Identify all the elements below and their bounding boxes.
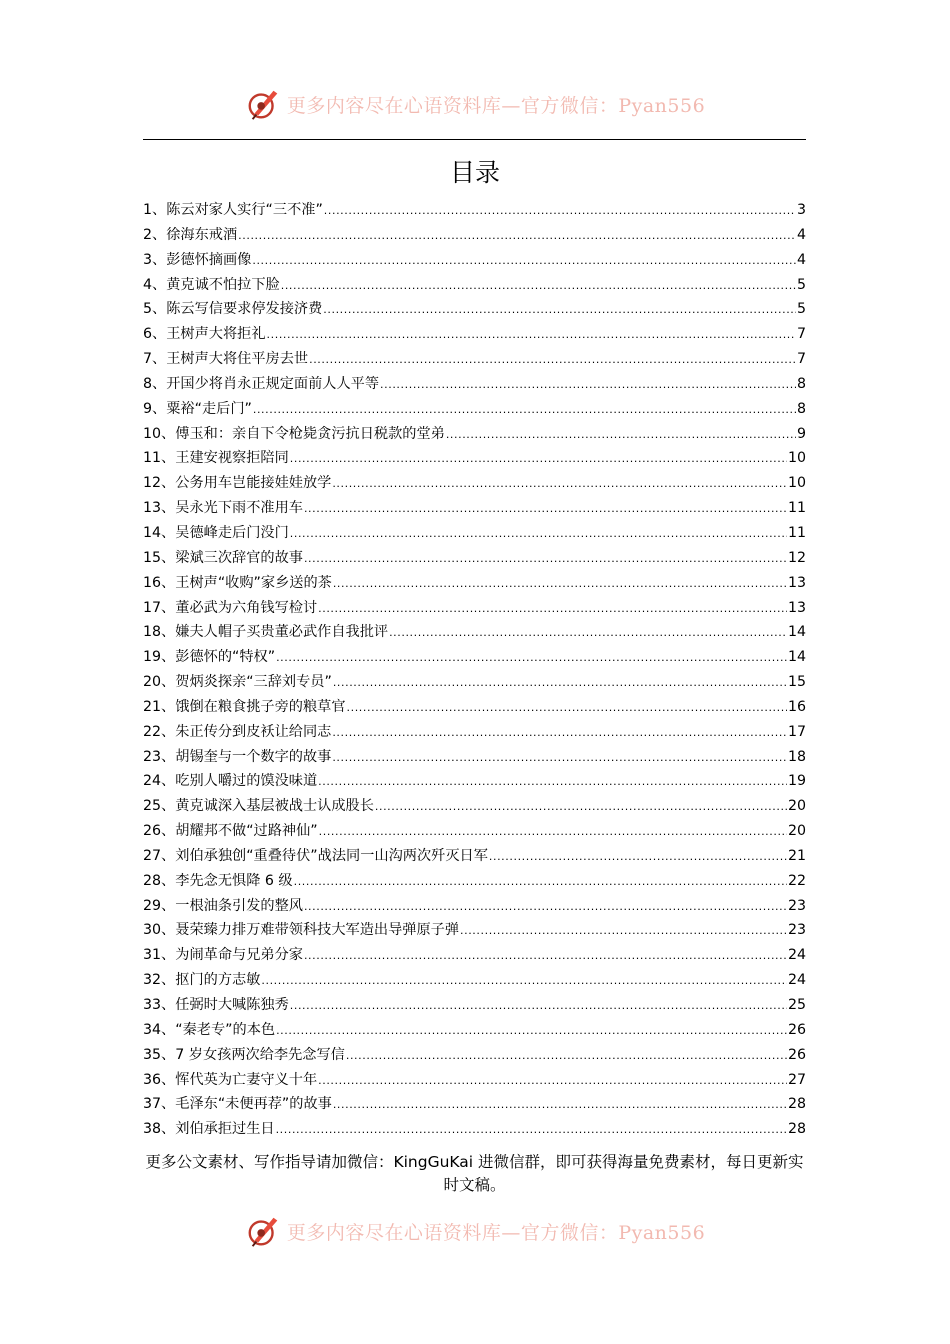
watermark-text: 更多内容尽在心语资料库—官方微信：Pyan556	[286, 1221, 706, 1244]
toc-dot-leader	[346, 1044, 787, 1069]
toc-entry-title: 朱正传分到皮袄让给同志	[175, 723, 332, 740]
toc-entry-number: 4、	[143, 276, 167, 293]
toc-entry-page: 24	[787, 947, 806, 964]
toc-entry-title: 陈云写信要求停发接济费	[166, 301, 323, 318]
footer-note: 更多公文素材、写作指导请加微信：KingGuKai 进微信群，即可获得海量免费素材，每日更新实时文稿。	[145, 1153, 804, 1194]
toc-entry[interactable]	[143, 422, 806, 447]
toc-entry-number: 22、	[143, 723, 176, 740]
toc-entry[interactable]	[143, 223, 806, 248]
toc-entry[interactable]	[143, 769, 806, 794]
toc-entry-number: 19、	[143, 649, 176, 666]
toc-entry-number: 38、	[143, 1121, 176, 1138]
toc-entry[interactable]	[143, 322, 806, 347]
toc-dot-leader	[324, 199, 796, 224]
toc-entry-page: 11	[787, 524, 806, 541]
toc-entry[interactable]	[143, 521, 806, 546]
toc-entry-page: 17	[787, 723, 806, 740]
toc-entry-title: 彭德怀摘画像	[166, 251, 252, 268]
toc-entry-number: 7、	[143, 351, 167, 368]
toc-entry-number: 27、	[143, 847, 176, 864]
toc-entry-title: 黄克诚不怕拉下脸	[166, 276, 280, 293]
toc-entry-title: 黄克诚深入基层被战士认成股长	[175, 798, 374, 815]
toc-entry-title: 饿倒在粮食挑子旁的粮草官	[175, 698, 346, 715]
toc-entry[interactable]	[143, 273, 806, 298]
toc-entry-number: 16、	[143, 574, 176, 591]
toc-dot-leader	[304, 944, 787, 969]
toc-dot-leader	[281, 274, 796, 299]
toc-dot-leader	[253, 398, 796, 423]
toc-entry-title: 董必武为六角钱写检讨	[175, 599, 318, 616]
toc-dot-leader	[333, 1093, 787, 1118]
toc-entry[interactable]	[143, 596, 806, 621]
toc-entry-title: 嫌夫人帽子买贵董必武作自我批评	[175, 624, 389, 641]
toc-entry-title: 聂荣臻力排万难带领科技大军造出导弹原子弹	[175, 922, 460, 939]
toc-entry-page: 10	[787, 450, 806, 467]
toc-entry-title: 陈云对家人实行“三不准”	[166, 202, 323, 218]
toc-entry-number: 9、	[143, 400, 167, 417]
toc-dot-leader	[267, 323, 796, 348]
toc-dot-leader	[276, 1118, 787, 1143]
toc-entry-number: 18、	[143, 624, 176, 641]
toc-entry-page: 16	[787, 698, 806, 715]
toc-entry-page: 25	[787, 997, 806, 1013]
toc-entry-page: 5	[796, 301, 806, 318]
toc-dot-leader	[261, 969, 787, 994]
toc-entry[interactable]	[143, 620, 806, 645]
toc-entry[interactable]	[143, 844, 806, 869]
quill-logo-icon	[245, 85, 283, 123]
toc-entry-page: 8	[796, 375, 806, 392]
toc-entry-page: 13	[787, 599, 806, 616]
toc-dot-leader	[304, 895, 787, 920]
toc-entry-number: 3、	[143, 251, 167, 268]
toc-entry-title: 刘伯承拒过生日	[175, 1121, 275, 1138]
quill-logo-icon	[245, 1212, 283, 1250]
toc-dot-leader	[318, 597, 787, 622]
toc-dot-leader	[309, 348, 796, 373]
toc-dot-leader	[460, 919, 787, 944]
toc-entry-title: 刘伯承独创“重叠待伏”战法同一山沟两次歼灭日军	[175, 847, 488, 864]
toc-entry-page: 10	[787, 475, 806, 492]
toc-entry-title: 王树声大将拒礼	[166, 326, 266, 343]
toc-entry-number: 36、	[143, 1071, 176, 1088]
toc-entry-title: 吴永光下雨不准用车	[175, 500, 303, 517]
footer-watermark	[0, 1211, 950, 1251]
toc-entry-number: 25、	[143, 798, 176, 815]
toc-entry-page: 7	[796, 351, 806, 368]
toc-dot-leader	[347, 696, 787, 721]
toc-entry-number: 31、	[143, 947, 176, 964]
toc-entry-number: 35、	[143, 1046, 176, 1063]
toc-dot-leader	[380, 373, 796, 398]
toc-entry-number: 17、	[143, 599, 176, 616]
toc-entry-number: 24、	[143, 773, 176, 790]
toc-dot-leader	[290, 447, 787, 472]
toc-dot-leader	[323, 298, 796, 323]
toc-entry-number: 11、	[143, 450, 176, 467]
toc-entry-title: 徐海东戒酒	[166, 226, 238, 243]
toc-entry-page: 28	[787, 1121, 806, 1138]
toc-entry-page: 8	[796, 400, 806, 417]
toc-entry-title: 贺炳炎探亲“三辞刘专员”	[175, 674, 332, 691]
toc-entry[interactable]	[143, 297, 806, 322]
toc-entry-title: 公务用车岂能接娃娃放学	[175, 475, 332, 492]
toc-dot-leader	[332, 472, 787, 497]
toc-entry-page: 27	[787, 1071, 806, 1088]
toc-entry-number: 34、	[143, 1021, 176, 1038]
toc-entry-page: 20	[787, 823, 806, 840]
toc-entry[interactable]	[143, 347, 806, 372]
toc-entry-number: 23、	[143, 748, 176, 765]
toc-entry-page: 4	[796, 251, 806, 268]
toc-dot-leader	[333, 671, 787, 696]
toc-entry[interactable]	[143, 1117, 806, 1142]
toc-entry-number: 2、	[143, 226, 167, 243]
toc-entry-page: 22	[787, 872, 806, 889]
toc-entry-title: 吃别人嚼过的馍没味道	[175, 773, 318, 790]
toc-entry[interactable]	[143, 943, 806, 968]
toc-entry-page: 21	[787, 847, 806, 864]
toc-entry[interactable]	[143, 869, 806, 894]
toc-entry-number: 5、	[143, 301, 167, 318]
toc-entry[interactable]	[143, 1043, 806, 1068]
toc-entry-page: 14	[787, 649, 806, 666]
toc-entry-page: 26	[787, 1021, 806, 1038]
toc-dot-leader	[238, 224, 796, 249]
toc-dot-leader	[276, 646, 787, 671]
toc-entry-number: 30、	[143, 922, 176, 939]
toc-entry-number: 37、	[143, 1096, 176, 1113]
toc-entry[interactable]	[143, 670, 806, 695]
toc-dot-leader	[318, 1069, 787, 1094]
toc-entry-page: 9	[796, 425, 806, 442]
toc-entry[interactable]	[143, 993, 806, 1018]
toc-dot-leader	[318, 770, 787, 795]
toc-entry-page: 20	[787, 798, 806, 815]
toc-entry-number: 14、	[143, 524, 176, 541]
toc-entry-title: 彭德怀的“特权”	[175, 649, 276, 666]
toc-dot-leader	[332, 746, 787, 771]
toc-entry-title: 胡锡奎与一个数字的故事	[175, 748, 332, 765]
toc-entry-number: 13、	[143, 500, 176, 517]
toc-entry[interactable]	[143, 496, 806, 521]
toc-entry[interactable]	[143, 397, 806, 422]
toc-entry[interactable]	[143, 471, 806, 496]
toc-dot-leader	[290, 522, 787, 547]
toc-entry-number: 1、	[143, 202, 167, 218]
toc-entry-title: 粟裕“走后门”	[166, 400, 252, 417]
toc-entry[interactable]	[143, 546, 806, 571]
toc-entry-page: 24	[787, 972, 806, 989]
toc-entry-title: 胡耀邦不做“过路神仙”	[175, 823, 318, 840]
toc-entry-number: 8、	[143, 375, 167, 392]
toc-entry[interactable]	[143, 745, 806, 770]
toc-entry[interactable]	[143, 1068, 806, 1093]
toc-dot-leader	[252, 249, 796, 274]
toc-dot-leader	[332, 721, 787, 746]
toc-entry-number: 32、	[143, 972, 176, 989]
toc-entry-number: 10、	[143, 425, 176, 442]
toc-entry-title: 恽代英为亡妻守义十年	[175, 1071, 318, 1088]
toc-entry-title: 王树声大将住平房去世	[166, 351, 309, 368]
toc-entry[interactable]	[143, 695, 806, 720]
toc-entry-page: 4	[796, 226, 806, 243]
toc-entry-title: 抠门的方志敏	[175, 972, 261, 989]
toc-entry-page: 11	[787, 500, 806, 517]
toc-entry-title: 毛泽东“未便再荐”的故事	[175, 1096, 332, 1113]
toc-entry-number: 26、	[143, 823, 176, 840]
header-watermark	[0, 84, 950, 124]
header-rule	[143, 139, 806, 140]
toc-dot-leader	[319, 820, 787, 845]
toc-entry[interactable]	[143, 571, 806, 596]
toc-entry-page: 5	[796, 276, 806, 293]
page-title: 目录	[449, 158, 500, 187]
toc-entry[interactable]	[143, 198, 806, 223]
toc-entry[interactable]	[143, 248, 806, 273]
toc-entry-page: 13	[787, 574, 806, 591]
toc-entry-number: 15、	[143, 549, 176, 566]
toc-entry[interactable]	[143, 819, 806, 844]
toc-entry-page: 12	[787, 549, 806, 566]
toc-entry-title: 李先念无惧降 6 级	[175, 872, 293, 889]
toc-entry-number: 29、	[143, 897, 176, 914]
toc-entry-number: 6、	[143, 326, 167, 343]
toc-entry-page: 28	[787, 1096, 806, 1113]
toc-entry-title: 开国少将肖永正规定面前人人平等	[166, 375, 380, 392]
toc-entry-number: 28、	[143, 872, 176, 889]
toc-dot-leader	[304, 497, 787, 522]
toc-dot-leader	[294, 870, 787, 895]
table-of-contents	[143, 198, 806, 1142]
toc-entry-title: 任弼时大喊陈独秀	[175, 997, 289, 1013]
toc-entry-title: 王树声“收购”家乡送的茶	[175, 574, 332, 591]
toc-entry[interactable]	[143, 794, 806, 819]
toc-dot-leader	[375, 795, 787, 820]
toc-entry-title: 梁斌三次辞官的故事	[175, 549, 303, 566]
toc-dot-leader	[276, 1019, 787, 1044]
toc-entry-page: 15	[787, 674, 806, 691]
toc-dot-leader	[304, 547, 787, 572]
toc-entry[interactable]	[143, 1092, 806, 1117]
toc-entry-number: 33、	[143, 997, 176, 1013]
toc-dot-leader	[290, 994, 787, 1019]
toc-dot-leader	[489, 845, 787, 870]
toc-entry-title: 为闹革命与兄弟分家	[175, 947, 303, 964]
toc-entry-title: 傅玉和：亲自下令枪毙贪污抗日税款的堂弟	[175, 425, 445, 442]
toc-entry[interactable]	[143, 918, 806, 943]
toc-entry-title: 7 岁女孩两次给李先念写信	[175, 1046, 345, 1063]
toc-entry-title: 一根油条引发的整风	[175, 897, 303, 914]
toc-entry[interactable]	[143, 720, 806, 745]
watermark-text: 更多内容尽在心语资料库—官方微信：Pyan556	[286, 94, 706, 117]
toc-entry[interactable]	[143, 894, 806, 919]
toc-entry-title: 吴德峰走后门没门	[175, 524, 289, 541]
toc-dot-leader	[333, 572, 787, 597]
toc-entry[interactable]	[143, 968, 806, 993]
toc-entry[interactable]	[143, 372, 806, 397]
toc-entry-page: 23	[787, 922, 806, 939]
toc-entry[interactable]	[143, 1018, 806, 1043]
toc-entry-number: 12、	[143, 475, 176, 492]
toc-entry-number: 20、	[143, 674, 176, 691]
toc-entry-title: “秦老专”的本色	[175, 1021, 276, 1038]
toc-entry-page: 23	[787, 897, 806, 914]
toc-entry-page: 26	[787, 1046, 806, 1063]
toc-dot-leader	[389, 621, 787, 646]
toc-entry[interactable]	[143, 645, 806, 670]
toc-entry-page: 18	[787, 748, 806, 765]
toc-entry-number: 21、	[143, 698, 176, 715]
toc-entry[interactable]	[143, 446, 806, 471]
toc-dot-leader	[446, 423, 796, 448]
toc-entry-page: 7	[796, 326, 806, 343]
toc-entry-page: 3	[796, 202, 806, 218]
toc-entry-page: 19	[787, 773, 806, 790]
toc-entry-page: 14	[787, 624, 806, 641]
toc-entry-title: 王建安视察拒陪同	[175, 450, 289, 467]
